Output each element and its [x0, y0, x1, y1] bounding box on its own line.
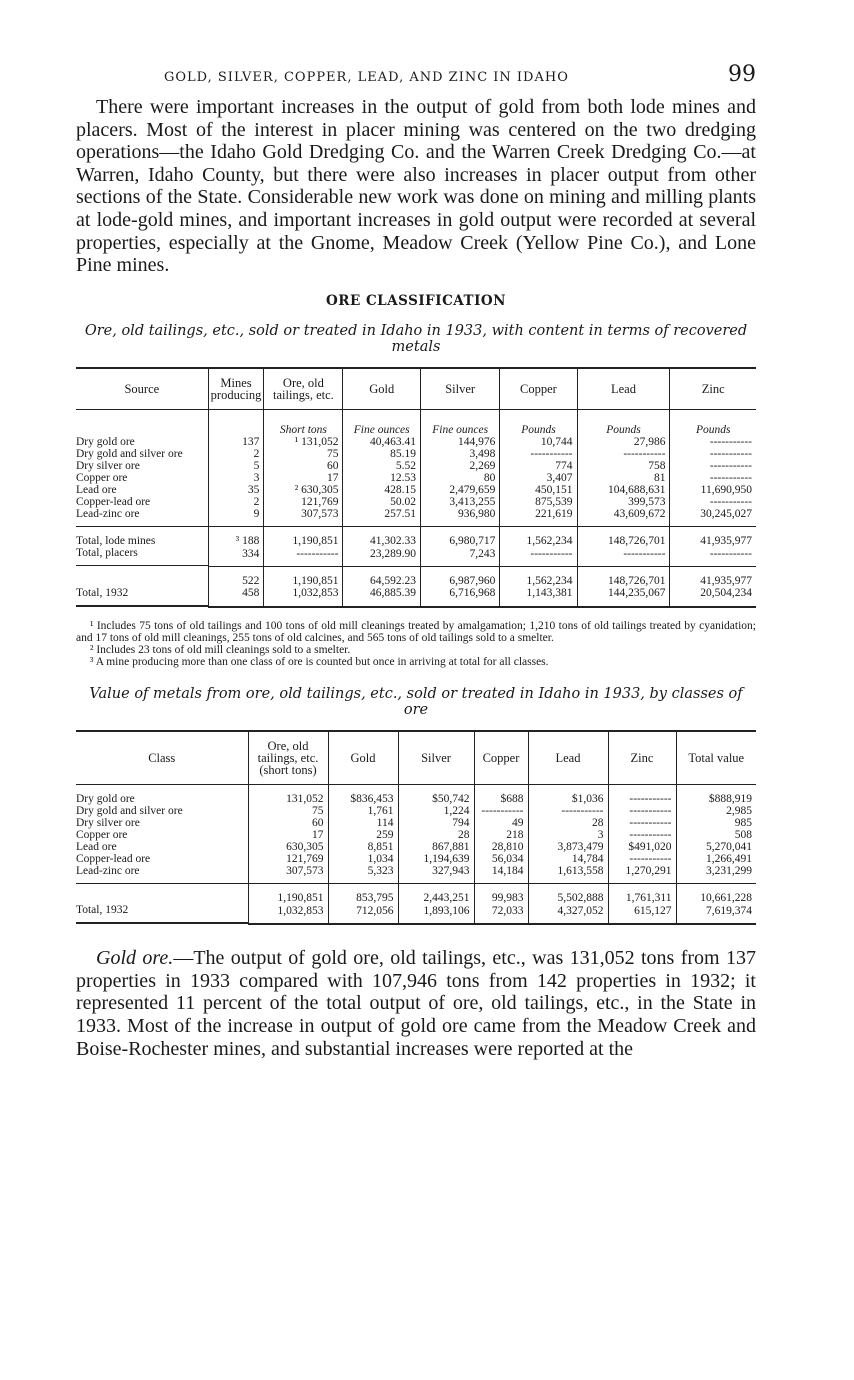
document-page: [76, 60, 756, 1060]
data-cell: 257.51: [343, 508, 421, 527]
data-cell: 56,034: [474, 853, 528, 865]
data-cell: 6,980,717: [420, 527, 499, 548]
row-label: Lead ore: [76, 840, 117, 853]
table-row: [76, 841, 756, 853]
data-cell: 985: [676, 817, 756, 829]
data-cell: 1,613,558: [528, 865, 608, 884]
data-cell: 9: [208, 508, 264, 527]
data-cell: 774: [500, 460, 577, 472]
data-cell: $836,453: [328, 784, 398, 805]
data-cell: 712,056: [328, 904, 398, 924]
header-row: [76, 368, 756, 410]
data-cell: 114: [328, 817, 398, 829]
data-cell: 221,619: [500, 508, 577, 527]
subtotal-row: [76, 527, 756, 548]
column-header: Mines producing: [208, 368, 264, 410]
data-cell: 307,573: [264, 508, 343, 527]
data-cell: 3: [528, 829, 608, 841]
data-cell: 2,443,251: [398, 884, 474, 905]
data-cell: 327,943: [398, 865, 474, 884]
table-row: [76, 448, 756, 460]
data-cell: 4,327,052: [528, 904, 608, 924]
row-label: Dry gold and silver ore: [76, 804, 183, 817]
data-cell: 794: [398, 817, 474, 829]
data-cell: -----------: [608, 853, 676, 865]
data-cell: $491,020: [608, 841, 676, 853]
data-cell: 104,688,631: [577, 484, 670, 496]
table-row: [76, 484, 756, 496]
data-cell: 853,795: [328, 884, 398, 905]
data-cell: 399,573: [577, 496, 670, 508]
table2-caption: Value of metals from ore, old tailings, etc., sold or treated in Idaho in 1933, by classes of ore: [89, 685, 743, 718]
data-cell: 3: [208, 472, 264, 484]
data-cell: 81: [577, 472, 670, 484]
data-cell: -----------: [670, 547, 756, 566]
data-cell: 8,851: [328, 841, 398, 853]
data-cell: 1,032,853: [248, 904, 328, 924]
metal-value-table: [76, 730, 756, 926]
unit-cell: [208, 409, 264, 436]
data-cell: 1,761,311: [608, 884, 676, 905]
data-cell: 14,184: [474, 865, 528, 884]
data-cell: 30,245,027: [670, 508, 756, 527]
table-row: [76, 784, 756, 805]
data-cell: 99,983: [474, 884, 528, 905]
data-cell: 3,231,299: [676, 865, 756, 884]
data-cell: 60: [264, 460, 343, 472]
data-cell: -----------: [500, 448, 577, 460]
column-header: Lead: [577, 368, 670, 410]
unit-cell: Short tons: [264, 409, 343, 436]
row-label: [76, 566, 208, 587]
data-cell: 43,609,672: [577, 508, 670, 527]
data-cell: 131,052: [248, 784, 328, 805]
data-cell: 121,769: [248, 853, 328, 865]
data-cell: 2: [208, 448, 264, 460]
table-row: [76, 472, 756, 484]
data-cell: 6,716,968: [420, 587, 499, 607]
column-header: Gold: [328, 731, 398, 785]
data-cell: 875,539: [500, 496, 577, 508]
data-cell: ¹ 131,052: [264, 436, 343, 448]
row-label: Dry gold ore: [76, 792, 135, 805]
data-cell: 41,302.33: [343, 527, 421, 548]
data-cell: 41,935,977: [670, 566, 756, 587]
column-header: Copper: [474, 731, 528, 785]
unit-cell: Pounds: [500, 409, 577, 436]
footnote-1: ¹ Includes 75 tons of old tailings and 100 tons of old mill cleanings treated by amalgamation; 1,210 tons of old tailings treated by cyanidation; and 17 tons of old mill cleanings, 255 tons of old calcines, and 565 tons of old tailings sold to a smelter.: [76, 619, 756, 644]
data-cell: 5,323: [328, 865, 398, 884]
data-cell: 5.52: [343, 460, 421, 472]
data-cell: 7,243: [420, 547, 499, 566]
data-cell: -----------: [528, 805, 608, 817]
data-cell: 50.02: [343, 496, 421, 508]
data-cell: 1,266,491: [676, 853, 756, 865]
subtotal-row: [76, 547, 756, 566]
data-cell: 1,032,853: [264, 587, 343, 607]
data-cell: 458: [208, 587, 264, 607]
data-cell: 1,190,851: [264, 527, 343, 548]
unit-cell: Fine ounces: [420, 409, 499, 436]
unit-cell: Pounds: [670, 409, 756, 436]
data-cell: -----------: [577, 547, 670, 566]
footnotes: [76, 620, 756, 668]
table-row: [76, 853, 756, 865]
data-cell: 1,143,381: [500, 587, 577, 607]
data-cell: 1,194,639: [398, 853, 474, 865]
row-label: Total, placers: [76, 547, 208, 566]
data-cell: 1,224: [398, 805, 474, 817]
row-label: Total, lode mines: [76, 534, 156, 547]
data-cell: 2,985: [676, 805, 756, 817]
data-cell: 1,270,291: [608, 865, 676, 884]
data-cell: 148,726,701: [577, 566, 670, 587]
column-header: Zinc: [608, 731, 676, 785]
data-cell: 14,784: [528, 853, 608, 865]
data-cell: -----------: [670, 496, 756, 508]
data-cell: 1,034: [328, 853, 398, 865]
row-label: Copper-lead ore: [76, 852, 151, 865]
column-header: Ore, old tailings, etc. (short tons): [248, 731, 328, 785]
data-cell: 2,479,659: [420, 484, 499, 496]
data-cell: 508: [676, 829, 756, 841]
section-heading: ORE CLASSIFICATION: [325, 292, 507, 309]
data-cell: -----------: [670, 448, 756, 460]
data-cell: 7,619,374: [676, 904, 756, 924]
data-cell: 307,573: [248, 865, 328, 884]
column-header: Zinc: [670, 368, 756, 410]
data-cell: -----------: [608, 805, 676, 817]
data-cell: 10,744: [500, 436, 577, 448]
table-row: [76, 436, 756, 448]
row-label: Dry silver ore: [76, 459, 140, 472]
column-header: Gold: [343, 368, 421, 410]
data-cell: 259: [328, 829, 398, 841]
data-cell: -----------: [608, 829, 676, 841]
data-cell: 450,151: [500, 484, 577, 496]
data-cell: 867,881: [398, 841, 474, 853]
data-cell: 41,935,977: [670, 527, 756, 548]
data-cell: 2: [208, 496, 264, 508]
data-cell: -----------: [264, 547, 343, 566]
data-cell: -----------: [577, 448, 670, 460]
data-cell: 615,127: [608, 904, 676, 924]
data-cell: $688: [474, 784, 528, 805]
data-cell: 11,690,950: [670, 484, 756, 496]
data-cell: $50,742: [398, 784, 474, 805]
data-cell: 28,810: [474, 841, 528, 853]
data-cell: -----------: [670, 436, 756, 448]
data-cell: 46,885.39: [343, 587, 421, 607]
column-header: Silver: [398, 731, 474, 785]
data-cell: 144,976: [420, 436, 499, 448]
data-cell: 27,986: [577, 436, 670, 448]
total-row: [76, 884, 756, 905]
column-header: Source: [76, 368, 208, 410]
table1-caption: Ore, old tailings, etc., sold or treated in Idaho in 1933, with content in terms of recovered metals: [84, 322, 748, 355]
row-label: Copper-lead ore: [76, 495, 151, 508]
data-cell: 60: [248, 817, 328, 829]
column-header: Silver: [420, 368, 499, 410]
row-label: Dry gold and silver ore: [76, 447, 183, 460]
data-cell: 75: [264, 448, 343, 460]
data-cell: 72,033: [474, 904, 528, 924]
data-cell: 5,502,888: [528, 884, 608, 905]
data-cell: 3,498: [420, 448, 499, 460]
table-row: [76, 460, 756, 472]
data-cell: -----------: [500, 547, 577, 566]
data-cell: ² 630,305: [264, 484, 343, 496]
row-label: Lead-zinc ore: [76, 865, 248, 884]
table-row: [76, 817, 756, 829]
data-cell: 3,407: [500, 472, 577, 484]
data-cell: 1,562,234: [500, 527, 577, 548]
data-cell: 6,987,960: [420, 566, 499, 587]
data-cell: 40,463.41: [343, 436, 421, 448]
table-row: [76, 496, 756, 508]
data-cell: 522: [208, 566, 264, 587]
data-cell: 1,562,234: [500, 566, 577, 587]
table-row: [76, 805, 756, 817]
row-label: Dry gold ore: [76, 435, 135, 448]
row-label: Copper ore: [76, 471, 128, 484]
data-cell: 10,661,228: [676, 884, 756, 905]
units-row: [76, 409, 756, 436]
data-cell: -----------: [608, 817, 676, 829]
data-cell: 17: [248, 829, 328, 841]
data-cell: 1,190,851: [248, 884, 328, 905]
data-cell: 17: [264, 472, 343, 484]
unit-cell: [76, 409, 208, 436]
ore-content-table: [76, 367, 756, 608]
running-header: [76, 60, 756, 96]
data-cell: ³ 188: [208, 527, 264, 548]
data-cell: 35: [208, 484, 264, 496]
column-header: Total value: [676, 731, 756, 785]
column-header: Class: [76, 731, 248, 785]
table-row: [76, 508, 756, 527]
unit-cell: Fine ounces: [343, 409, 421, 436]
data-cell: 75: [248, 805, 328, 817]
data-cell: 148,726,701: [577, 527, 670, 548]
data-cell: 64,592.23: [343, 566, 421, 587]
table-row: [76, 829, 756, 841]
data-cell: 121,769: [264, 496, 343, 508]
data-cell: 218: [474, 829, 528, 841]
running-title: GOLD, SILVER, COPPER, LEAD, AND ZINC IN IDAHO: [164, 70, 569, 85]
data-cell: $1,036: [528, 784, 608, 805]
footnote-3: ³ A mine producing more than one class of ore is counted but once in arriving at total for all classes.: [90, 655, 549, 668]
data-cell: 2,269: [420, 460, 499, 472]
data-cell: 1,761: [328, 805, 398, 817]
intro-paragraph: There were important increases in the output of gold from both lode mines and placers. Most of the interest in placer mining was centered on the two dredging operations—the Idaho Gold Dredging Co. and the Warren Creek Dredging Co.—at Warren, Idaho County, but there were also increases in placer output from other sections of the State. Considerable new work was done on mining and milling plants at lode-gold mines, and important increases in gold output were recorded at several properties, especially at the Gnome, Meadow Creek (Yellow Pine Co.), and Lone Pine mines.: [76, 96, 756, 277]
gold-ore-paragraph: [76, 947, 756, 1060]
data-cell: -----------: [670, 460, 756, 472]
column-header: Ore, old tailings, etc.: [264, 368, 343, 410]
column-header: Copper: [500, 368, 577, 410]
data-cell: 630,305: [248, 841, 328, 853]
row-label: Dry silver ore: [76, 816, 140, 829]
data-cell: 12.53: [343, 472, 421, 484]
data-cell: -----------: [608, 784, 676, 805]
data-cell: 23,289.90: [343, 547, 421, 566]
data-cell: 137: [208, 436, 264, 448]
row-label: Total, 1932: [76, 587, 208, 607]
data-cell: 334: [208, 547, 264, 566]
row-label: Lead ore: [76, 483, 117, 496]
data-cell: 144,235,067: [577, 587, 670, 607]
data-cell: 5,270,041: [676, 841, 756, 853]
data-cell: 1,893,106: [398, 904, 474, 924]
data-cell: 80: [420, 472, 499, 484]
data-cell: 28: [528, 817, 608, 829]
header-row: [76, 731, 756, 785]
data-cell: 3,873,479: [528, 841, 608, 853]
total-row: [76, 566, 756, 587]
data-cell: -----------: [670, 472, 756, 484]
data-cell: 5: [208, 460, 264, 472]
page-number: 99: [728, 62, 756, 87]
data-cell: 20,504,234: [670, 587, 756, 607]
data-cell: 28: [398, 829, 474, 841]
row-label: Lead-zinc ore: [76, 508, 208, 527]
gold-ore-lead: Gold ore.: [96, 947, 174, 970]
data-cell: $888,919: [676, 784, 756, 805]
row-label: Total, 1932: [76, 904, 248, 924]
data-cell: -----------: [474, 805, 528, 817]
total-row: [76, 587, 756, 607]
table-row: [76, 865, 756, 884]
data-cell: 49: [474, 817, 528, 829]
data-cell: 1,190,851: [264, 566, 343, 587]
data-cell: 428.15: [343, 484, 421, 496]
footnote-2: ² Includes 23 tons of old mill cleanings sold to a smelter.: [90, 643, 351, 656]
data-cell: 758: [577, 460, 670, 472]
data-cell: 85.19: [343, 448, 421, 460]
data-cell: 936,980: [420, 508, 499, 527]
data-cell: 3,413,255: [420, 496, 499, 508]
gold-ore-text: —The output of gold ore, old tailings, etc., was 131,052 tons from 137 properties in 1933 compared with 107,946 tons from 142 properties in 1932; it represented 11 percent of the total output of ore, old tailings, etc., in the State in 1933. Most of the increase in output of gold ore came from the Meadow Creek and Boise-Rochester mines, and substantial increases were reported at the: [76, 947, 756, 1060]
row-label: [76, 884, 248, 905]
column-header: Lead: [528, 731, 608, 785]
total-row: [76, 904, 756, 924]
row-label: Copper ore: [76, 828, 128, 841]
unit-cell: Pounds: [577, 409, 670, 436]
